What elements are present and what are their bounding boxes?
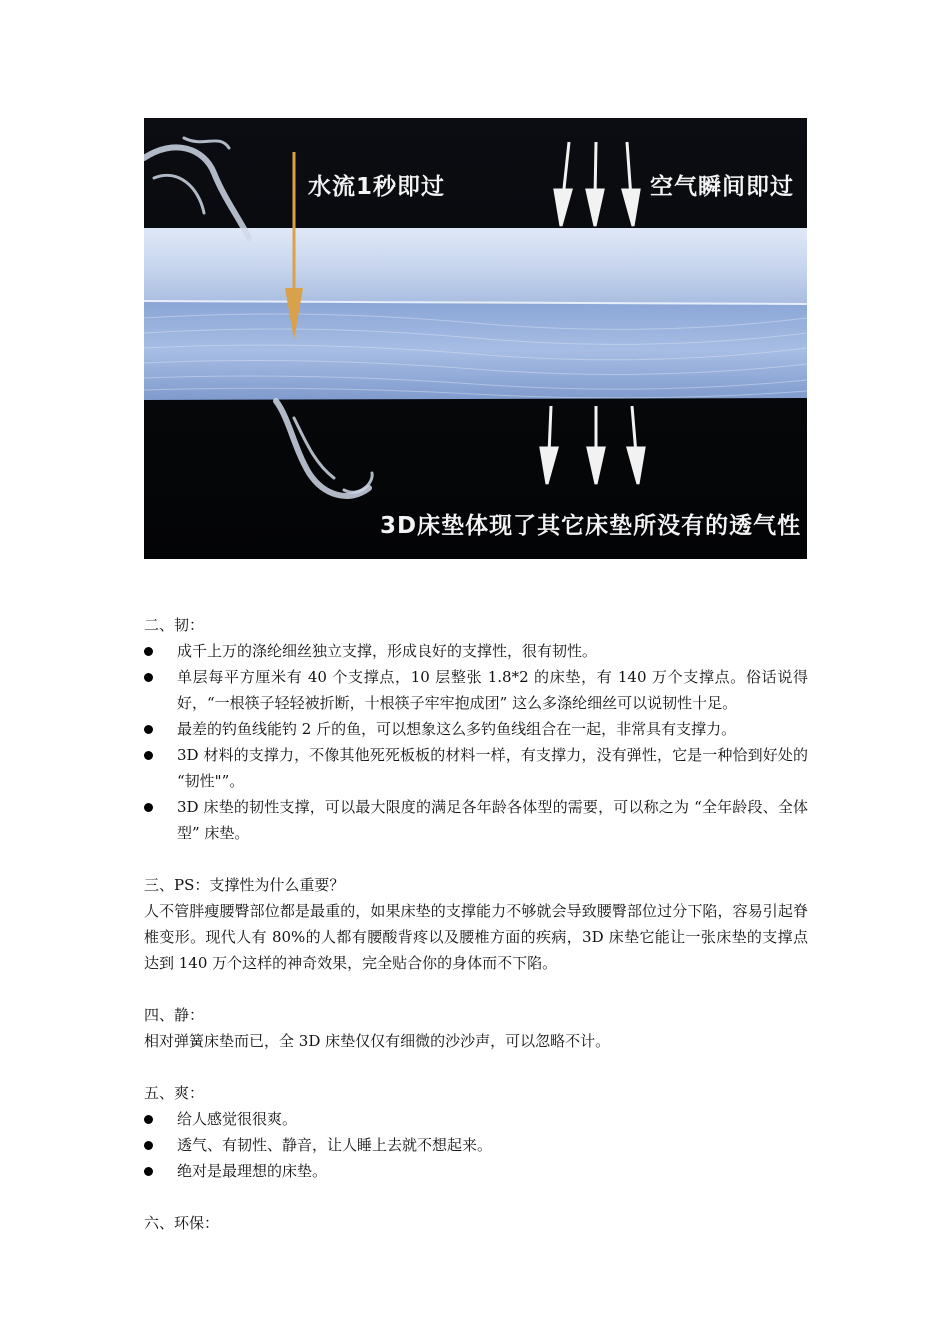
bullet-icon <box>144 673 153 682</box>
comfort-list <box>144 1106 808 1184</box>
bullet-icon <box>144 647 153 656</box>
list-item: 成千上万的涤纶细丝独立支撑，形成良好的支撑性，很有韧性。 <box>144 638 808 664</box>
mattress-top-layer <box>144 228 807 304</box>
list-item: 透气、有韧性、静音，让人睡上去就不想起来。 <box>144 1132 808 1158</box>
section-heading-comfort: 五、爽： <box>144 1084 205 1102</box>
air-flow-label: 空气瞬间即过 <box>650 174 794 200</box>
list-item: 绝对是最理想的床垫。 <box>144 1158 808 1184</box>
list-item: 3D 材料的支撑力，不像其他死死板板的材料一样，有支撑力，没有弹性，它是一种恰到好处的 “韧性"”。 <box>144 742 808 794</box>
quiet-paragraph: 相对弹簧床垫而已，全 3D 床垫仅仅有细微的沙沙声，可以忽略不计。 <box>144 1032 611 1050</box>
section-heading-support: 三、PS：支撑性为什么重要？ <box>144 876 345 894</box>
bullet-icon <box>144 725 153 734</box>
document-body <box>144 612 808 1236</box>
section-heading-toughness: 二、韧： <box>144 616 205 634</box>
list-item: 最差的钓鱼线能钓 2 斤的鱼，可以想象这么多钓鱼线组合在一起，非常具有支撑力。 <box>144 716 808 742</box>
mattress-breathability-image <box>144 118 807 559</box>
bullet-icon <box>144 1141 153 1150</box>
section-heading-quiet: 四、静： <box>144 1006 205 1024</box>
image-caption: 3D床垫体现了其它床垫所没有的透气性 <box>380 513 802 539</box>
bullet-icon <box>144 803 153 812</box>
water-flow-label: 水流1秒即过 <box>308 174 446 200</box>
list-item: 单层每平方厘米有 40 个支撑点，10 层整张 1.8*2 的床垫，有 140 万个支撑点。俗话说得好，“一根筷子轻轻被折断，十根筷子牢牢抱成团” 这么多涤纶细丝可以说韧性十足。 <box>144 664 808 716</box>
toughness-list <box>144 638 808 846</box>
bullet-icon <box>144 1115 153 1124</box>
support-paragraph: 人不管胖瘦腰臀部位都是最重的，如果床垫的支撑能力不够就会导致腰臀部位过分下陷，容易引起脊椎变形。现代人有 80%的人都有腰酸背疼以及腰椎方面的疾病，3D 床垫它能让一张床垫的支撑点达到 140 万个这样的神奇效果，完全贴合你的身体而不下陷。 <box>144 902 808 972</box>
list-item: 给人感觉很很爽。 <box>144 1106 808 1132</box>
list-item: 3D 床垫的韧性支撑，可以最大限度的满足各年龄各体型的需要，可以称之为 “全年龄段、全体型” 床垫。 <box>144 794 808 846</box>
bullet-icon <box>144 1167 153 1176</box>
mattress-fiber-layer <box>144 301 807 400</box>
bullet-icon <box>144 751 153 760</box>
section-heading-eco: 六、环保： <box>144 1214 220 1232</box>
